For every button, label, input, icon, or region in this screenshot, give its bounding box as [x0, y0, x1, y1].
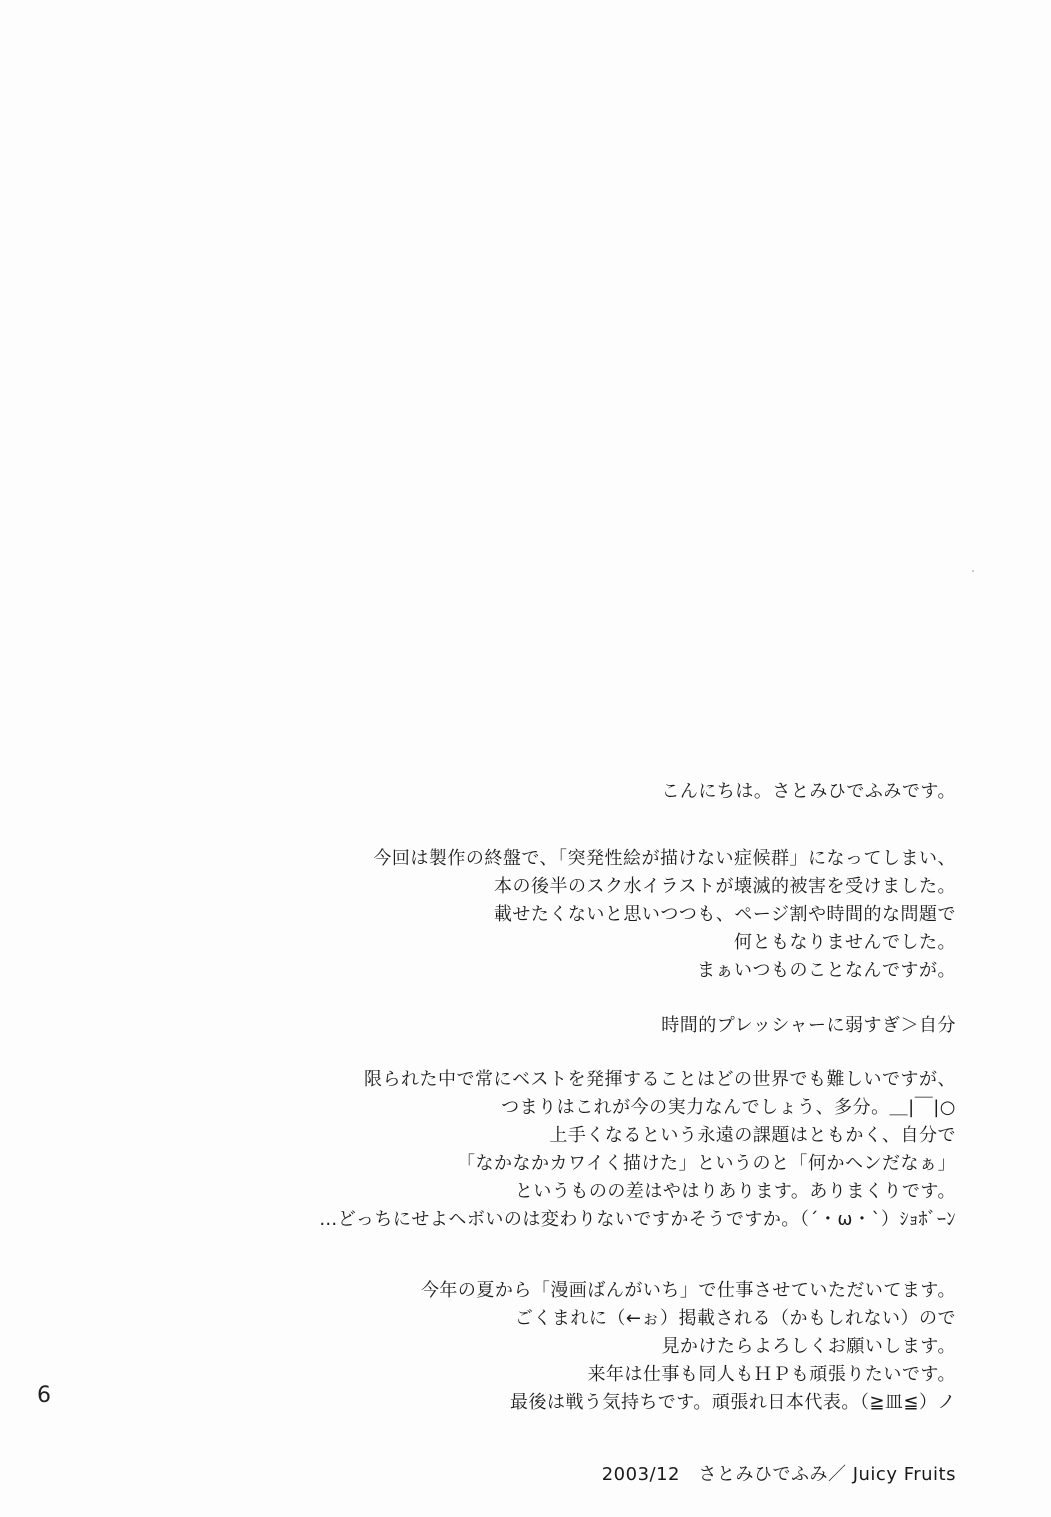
signature-line: 2003/12 さとみひでふみ／ Juicy Fruits — [601, 1464, 956, 1485]
paragraph-pressure — [176, 1012, 956, 1040]
paragraph-production — [176, 845, 956, 985]
text-line: 最後は戦う気持ちです。頑張れ日本代表。（≧皿≦）ノ — [509, 1392, 956, 1413]
text-line: 来年は仕事も同人もＨＰも頑張りたいです。 — [587, 1364, 956, 1385]
text-line: 今回は製作の終盤で、「突発性絵が描けない症候群」になってしまい、 — [373, 848, 956, 869]
text-line: ごくまれに（←ぉ）掲載される（かもしれない）ので — [514, 1308, 956, 1329]
text-line: 今年の夏から「漫画ばんがいち」で仕事させていただいてます。 — [420, 1280, 956, 1301]
text-line: 上手くなるという永遠の課題はともかく、自分で — [549, 1125, 956, 1146]
text-line: …どっちにせよヘボいのは変わりないですかそうですか。（´・ω・`）ｼｮﾎﾞｰﾝ — [319, 1209, 956, 1230]
paper-speck — [972, 570, 974, 572]
text-line: つまりはこれが今の実力なんでしょう、多分。＿|￣|○ — [501, 1097, 956, 1118]
paragraph-work-news — [176, 1277, 956, 1417]
text-line: 限られた中で常にベストを発揮することはどの世界でも難しいですが、 — [364, 1069, 956, 1090]
text-line: 時間的プレッシャーに弱すぎ＞自分 — [661, 1015, 956, 1036]
text-line: というものの差はやはりあります。ありまくりです。 — [514, 1181, 956, 1202]
signature — [176, 1461, 956, 1489]
greeting-line: こんにちは。さとみひでふみです。 — [661, 781, 956, 802]
text-line: 載せたくないと思いつつも、ページ割や時間的な問題で — [493, 904, 956, 925]
page-number: 6 — [37, 1383, 51, 1408]
text-line: 本の後半のスク水イラストが壊滅的被害を受けました。 — [494, 876, 956, 897]
text-line: 「なかなかカワイく描けた」というのと「何かヘンだなぁ」 — [457, 1153, 956, 1174]
text-line: 見かけたらよろしくお願いします。 — [661, 1336, 956, 1357]
greeting-paragraph — [176, 778, 956, 806]
afterword-text — [176, 778, 956, 1489]
text-line: まぁいつものことなんですが。 — [697, 960, 956, 981]
text-line: 何ともなりませんでした。 — [734, 932, 956, 953]
paragraph-skill — [176, 1066, 956, 1234]
